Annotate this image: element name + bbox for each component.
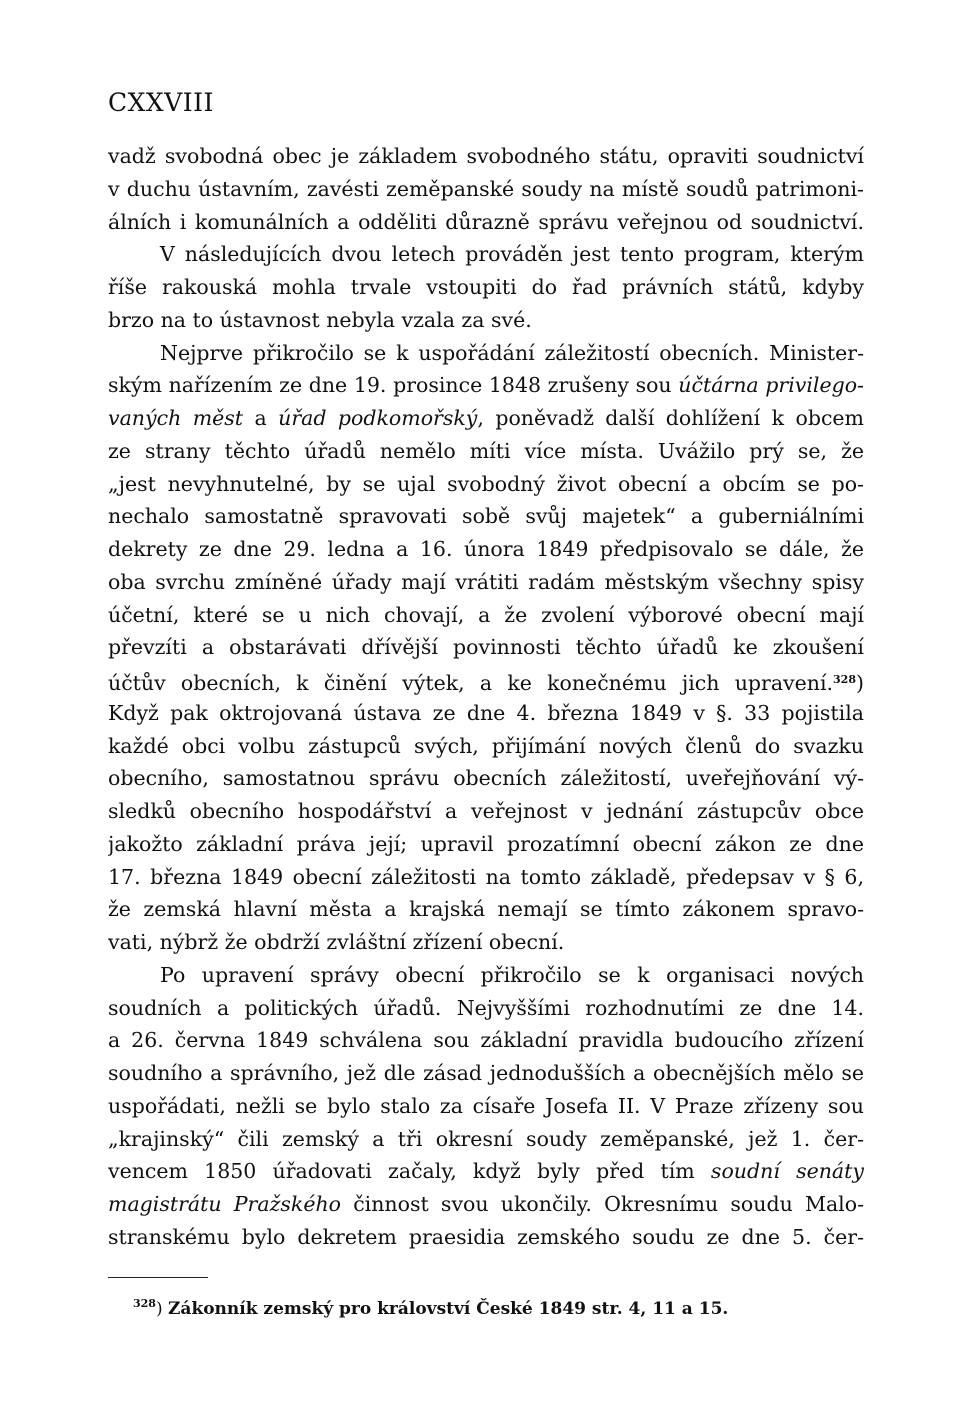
text-span: účtův obecních, k činění výtek, a ke konečnému jich upravení.: [108, 671, 834, 695]
text-line: ze strany těchto úřadů nemělo míti více místa. Uvážilo prý se, že: [108, 438, 864, 463]
text-line: nechalo samostatně spravovati sobě svůj majetek“ a guberniálními: [108, 504, 864, 529]
text-line: stranskému bylo dekretem praesidia zemského soudu ze dne 5. čer-: [108, 1224, 864, 1249]
text-line: soudního a správního, jež dle zásad jednodušších a obecnějších mělo se: [108, 1061, 864, 1085]
text-line: každé obci volbu zástupců svých, přijímání nových členů do svazku: [108, 733, 864, 758]
text-span: činnost svou ukončily. Okresnímu soudu Malo-: [341, 1192, 864, 1216]
text-line: brzo na to ústavnost nebyla vzala za své.: [108, 307, 532, 332]
footnote-marker-close: ): [155, 1299, 163, 1319]
text-line: oba svrchu zmíněné úřady mají vrátiti radám městským všechny spisy: [108, 569, 864, 594]
text-line: účetní, které se u nich chovají, a že zvolení výborové obecní mají: [108, 602, 864, 627]
text-line: [108, 1188, 864, 1221]
text-line: že zemská hlavní města a krajská nemají se tímto zákonem spravo-: [108, 897, 864, 922]
text-line: uspořádati, nežli se bylo stalo za císaře Josefa II. V Praze zřízeny sou: [108, 1093, 864, 1118]
text-line: Nejprve přikročilo se k uspořádání záležitostí obecních. Minister-: [160, 340, 864, 365]
footnote: [133, 1292, 728, 1321]
page-number: CXXVIII: [108, 88, 214, 117]
text-line: [108, 402, 864, 435]
text-line: dekrety ze dne 29. ledna a 16. února 1849 předpisovalo se dále, že: [108, 537, 864, 561]
text-span: ským nařízením ze dne 19. prosince 1848 zrušeny sou: [108, 373, 679, 398]
text-line: sledků obecního hospodářství a veřejnost v jednání zástupcův obce: [108, 799, 864, 823]
text-line: říše rakouská mohla trvale vstoupiti do řad právních států, kdyby: [108, 275, 864, 299]
footnote-text: Zákonník zemský pro království České 1849 str. 4, 11 a 15.: [168, 1299, 729, 1319]
text-line: „jest nevyhnutelné, by se ujal svobodný život obecní a obcím se po-: [108, 471, 864, 496]
text-line: v duchu ústavním, zavésti zeměpanské soudy na místě soudů patrimoni-: [108, 176, 864, 201]
text-line: [108, 369, 864, 402]
text-line: a 26. června 1849 schválena sou základní pravidla budoucího zřízení: [108, 1028, 864, 1053]
text-line: álních i komunálních a odděliti důrazně správu veřejnou od soudnictví.: [108, 209, 864, 234]
footnote-reference: 328: [833, 673, 856, 686]
text-line: vati, nýbrž že obdrží zvláštní zřízení obecní.: [108, 930, 565, 954]
text-span: vencem 1850 úřadovati začaly, když byly před tím: [108, 1159, 711, 1184]
italic-term: magistrátu Pražského: [108, 1192, 341, 1216]
italic-term: soudní senáty: [710, 1159, 864, 1184]
text-span: , poněvadž další dohlížení k obcem: [477, 406, 864, 430]
text-line: vadž svobodná obec je základem svobodného státu, opraviti soudnictví: [108, 144, 864, 168]
text-line: „krajinský“ čili zemský a tři okresní soudy zeměpanské, jež 1. čer-: [108, 1126, 864, 1151]
text-line: obecního, samostatnou správu obecních záležitostí, uveřejňování vý-: [108, 766, 864, 791]
footnote-divider: [108, 1277, 208, 1278]
text-line: Když pak oktrojovaná ústava ze dne 4. března 1849 v §. 33 pojistila: [108, 700, 864, 725]
text-line: [108, 1155, 864, 1188]
text-line: převzíti a obstarávati dřívější povinnosti těchto úřadů ke zkoušení: [108, 635, 864, 660]
text-line: Po upravení správy obecní přikročilo se k organisaci nových: [160, 962, 864, 987]
text-line: 17. března 1849 obecní záležitosti na tomto základě, předepsav v § 6,: [108, 864, 864, 889]
italic-term: účtárna privilego-: [678, 373, 864, 398]
body-text: [108, 140, 864, 1254]
italic-term: vaných měst: [108, 406, 244, 430]
text-line: jakožto základní práva její; upravil prozatímní obecní zákon ze dne: [108, 831, 864, 856]
text-line: soudních a politických úřadů. Nejvyššími rozhodnutími ze dne 14.: [108, 995, 864, 1020]
text-line: [108, 664, 864, 697]
italic-term: úřad podkomořský: [278, 406, 478, 430]
footnote-marker: 328: [133, 1297, 156, 1310]
text-line: V následujících dvou letech prováděn jest tento program, kterým: [160, 242, 864, 267]
text-span: ): [856, 671, 864, 695]
text-span: a: [243, 406, 279, 430]
